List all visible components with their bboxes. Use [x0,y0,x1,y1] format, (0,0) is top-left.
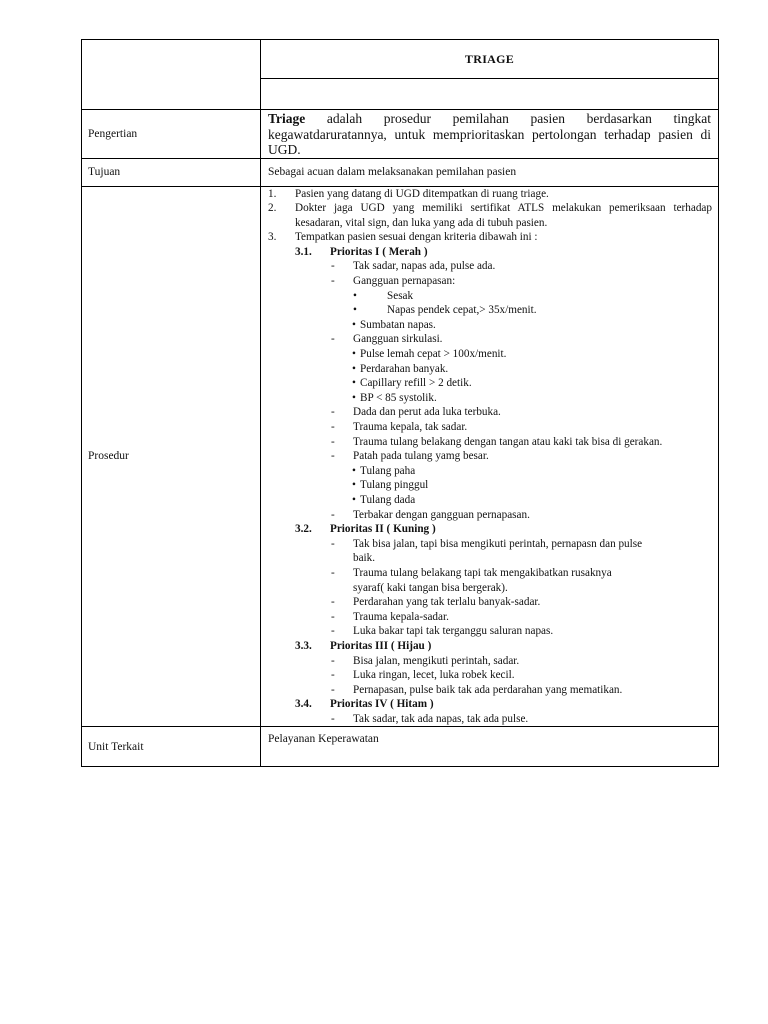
list-item: - Pernapasan, pulse baik tak ada perdarahan yang mematikan. [331,683,623,696]
unit-row [82,727,719,767]
list-item: - Luka ringan, lecet, luka robek kecil. [331,669,515,682]
list-item: - Trauma kepala, tak sadar. [331,421,468,433]
list-item: - Terbakar dengan gangguan pernapasan. [331,508,530,521]
list-item: - Trauma kepala-sadar. [331,610,449,623]
pengertian-body: adalah prosedur pemilahan pasien berdasarkan tingkat kegawatdaruratannya, untuk memprioritaskan pertolongan terhadap pasien di UGD. [268,111,711,157]
priority-1-heading: 3.1. Prioritas I ( Merah ) [295,245,428,258]
list-item-continuation: baik. [353,552,376,565]
list-item: - Trauma tulang belakang tapi tak mengakibatkan rusaknya [331,566,612,579]
header-row [82,40,719,110]
bullet-item: • Tulang paha [352,464,416,477]
pengertian-row [82,110,719,159]
step-2: 2. Dokter jaga UGD yang memiliki sertifikat ATLS melakukan pemeriksaan terhadap kesadaran, vital sign, dan luka yang ada di tubuh pasien. [268,202,712,229]
document-title: TRIAGE [261,40,718,79]
bullet-item: • Pulse lemah cepat > 100x/menit. [352,348,507,361]
tujuan-row [82,158,719,186]
prosedur-label: Prosedur [82,186,261,727]
list-item: - Gangguan pernapasan: [331,275,456,288]
list-item: - Luka bakar tapi tak terganggu saluran napas. [331,625,554,638]
list-item: - Bisa jalan, mengikuti perintah, sadar. [331,654,520,667]
bullet-item: • Perdarahan banyak. [352,362,449,375]
prosedur-content [261,186,719,727]
list-item: - Gangguan sirkulasi. [331,333,443,346]
list-item: - Tak bisa jalan, tapi bisa mengikuti perintah, pernapasn dan pulse [331,537,643,550]
sop-table [81,39,719,767]
logo-cell [82,40,261,110]
title-blank-area [261,79,718,109]
bullet-item: • Tulang pinggul [352,479,429,492]
step-3: 3. Tempatkan pasien sesuai dengan kriteria dibawah ini : [268,231,538,244]
bullet-item: • Tulang dada [352,493,416,506]
unit-label: Unit Terkait [82,727,261,767]
title-cell [261,40,719,110]
bullet-item: • Sesak [353,289,414,302]
list-item: - Patah pada tulang yamg besar. [331,450,489,463]
bullet-item: • Capillary refill > 2 detik. [352,377,472,390]
list-item: - Trauma tulang belakang dengan tangan atau kaki tak bisa di gerakan. [331,435,663,448]
step-1: 1. Pasien yang datang di UGD ditempatkan di ruang triage. [268,187,549,200]
list-item: - Perdarahan yang tak terlalu banyak-sadar. [331,596,541,609]
priority-2-heading: 3.2. Prioritas II ( Kuning ) [295,523,436,536]
tujuan-label: Tujuan [82,158,261,186]
list-item: - Tak sadar, napas ada, pulse ada. [331,260,496,273]
list-item: - Dada dan perut ada luka terbuka. [331,406,501,419]
priority-3-heading: 3.3. Prioritas III ( Hijau ) [295,639,432,652]
list-item-continuation: syaraf( kaki tangan bisa bergerak). [353,581,508,594]
unit-text: Pelayanan Keperawatan [261,727,719,767]
bullet-item: • Napas pendek cepat,> 35x/menit. [353,304,537,317]
pengertian-term: Triage [268,111,306,126]
prosedur-row [82,186,719,727]
list-item: - Tak sadar, tak ada napas, tak ada pulse. [331,712,529,725]
pengertian-label: Pengertian [82,110,261,159]
priority-4-heading: 3.4. Prioritas IV ( Hitam ) [295,698,434,711]
tujuan-text: Sebagai acuan dalam melaksanakan pemilahan pasien [261,158,719,186]
pengertian-text [261,110,719,159]
bullet-item: • BP < 85 systolik. [352,391,437,404]
bullet-item: • Sumbatan napas. [352,318,436,331]
